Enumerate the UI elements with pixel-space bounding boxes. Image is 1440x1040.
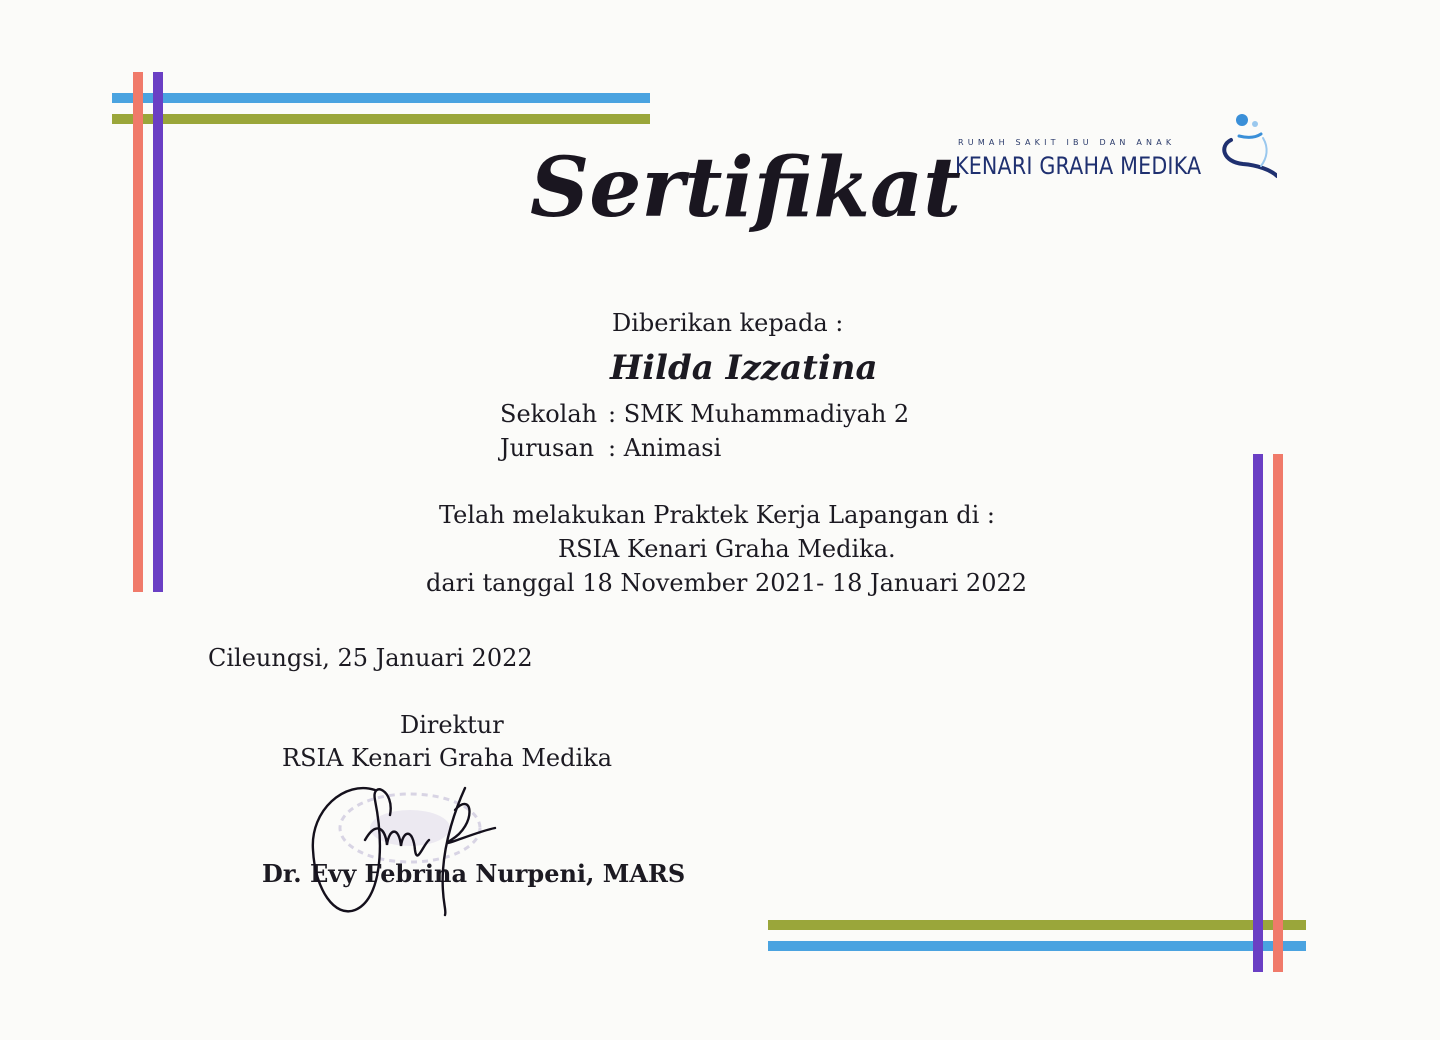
top-left-olive-bar [112, 114, 650, 124]
signer-position: Direktur [400, 711, 504, 739]
bottom-right-olive-bar [768, 920, 1306, 930]
logo-name: KENARI GRAHA MEDIKA [955, 152, 1202, 180]
statement-line-2: RSIA Kenari Graha Medika. [558, 535, 896, 563]
signer-name: Dr. Evy Febrina Nurpeni, MARS [262, 859, 686, 888]
handwritten-signature [305, 770, 515, 920]
certificate-title: Sertifikat [530, 140, 962, 236]
school-value: : SMK Muhammadiyah 2 [608, 400, 910, 428]
statement-line-3: dari tanggal 18 November 2021- 18 Januari 2022 [426, 569, 1027, 597]
hospital-logo [955, 108, 1285, 188]
major-label: Jurusan [500, 434, 595, 462]
signer-institution: RSIA Kenari Graha Medika [282, 744, 612, 772]
given-to-label: Diberikan kepada : [612, 309, 844, 337]
bottom-right-purple-bar [1253, 454, 1263, 972]
top-left-purple-bar [153, 72, 163, 592]
logo-tagline: RUMAH SAKIT IBU DAN ANAK [958, 138, 1176, 147]
statement-line-1: Telah melakukan Praktek Kerja Lapangan di : [439, 501, 996, 529]
top-left-blue-bar [112, 93, 650, 103]
mother-child-icon [1217, 108, 1277, 180]
major-value: : Animasi [608, 434, 722, 462]
place-date: Cileungsi, 25 Januari 2022 [208, 644, 533, 672]
bottom-right-pink-bar [1273, 454, 1283, 972]
school-label: Sekolah [500, 400, 598, 428]
recipient-name: Hilda Izzatina [610, 348, 878, 388]
top-left-pink-bar [133, 72, 143, 592]
bottom-right-blue-bar [768, 941, 1306, 951]
